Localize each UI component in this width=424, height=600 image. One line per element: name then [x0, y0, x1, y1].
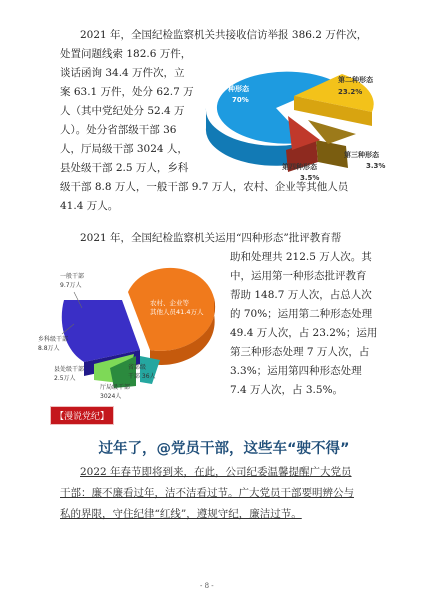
para1-line-3: 谈话函询 34.4 万件次，立 — [60, 67, 185, 79]
body2-line-1: 2022 年春节即将到来，在此，公司纪委温馨提醒广大党员 — [80, 466, 352, 478]
pie2-label-township: 乡科级干部 8.8万人 — [38, 336, 69, 352]
pie2-label-county: 县处级干部 2.5万人 — [54, 366, 85, 382]
page-number: - 8 - — [200, 582, 214, 590]
para2-line-7: 第三种形态处理 7 万人次，占 — [230, 346, 370, 358]
para1-line-7: 人，厅局级干部 3024 人， — [60, 143, 188, 155]
para2-line-4: 帮助 148.7 万人次，占总人次 — [230, 289, 372, 301]
para1-line-9: 级干部 8.8 万人，一般干部 9.7 万人，农村、企业等其他人员 — [60, 181, 349, 193]
para2-line-5: 的 70%；运用第二种形态处理 — [230, 308, 373, 320]
para2-line-6: 49.4 万人次，占 23.2%；运用 — [230, 327, 378, 339]
pie2-label-bureau: 厅局级干部 3024人 — [100, 384, 131, 400]
para1-line-4: 案 63.1 万件，处分 62.7 万 — [60, 86, 194, 98]
pie2-label-province: 省部级 干部 36人 — [128, 364, 156, 380]
pie2-label-rural: 农村、企业等 其他人员41.4万人 — [150, 299, 204, 316]
pie-pct-1: 70% — [232, 96, 249, 104]
para2-line-3: 中，运用第一种形态批评教育 — [230, 270, 367, 282]
para2-line-9: 7.4 万人次，占 3.5%。 — [230, 384, 344, 396]
para1-line-5: 人（其中党纪处分 52.4 万 — [60, 105, 185, 117]
pie-label-3: 第三种形态 — [344, 151, 379, 159]
pie-pct-4: 3.5% — [300, 174, 320, 182]
para2-line-8: 3.3%；运用第四种形态处理 — [230, 365, 362, 377]
body2-line-3: 私的界限，守住纪律“红线”，遵规守纪，廉洁过节。 — [60, 508, 302, 520]
para2-line-1: 2021 年，全国纪检监察机关运用“四种形态”批评教育帮 — [80, 232, 342, 244]
para1-line-1: 2021 年，全国纪检监察机关共接收信访举报 386.2 万件次， — [80, 29, 368, 41]
para1-line-8: 县处级干部 2.5 万人，乡科 — [60, 162, 189, 174]
section-tag: 【漫说党纪】 — [50, 406, 114, 425]
para1-line-10: 41.4 万人。 — [60, 200, 119, 212]
pie-label-4: 第四种形态 — [282, 163, 317, 171]
para1-line-6: 人）。处分省部级干部 36 — [60, 124, 177, 136]
pie-label-1: 第一种形态 — [214, 85, 249, 93]
para2-line-2: 助和处理共 212.5 万人次。其 — [230, 251, 372, 263]
pie-pct-2: 23.2% — [338, 88, 363, 96]
body2-line-2: 干部：廉不廉看过年，洁不洁看过节。广大党员干部要明辨公与 — [60, 487, 354, 499]
pie-label-2: 第二种形态 — [338, 76, 373, 84]
article-headline: 过年了，@党员干部，这些车“驶不得” — [98, 441, 350, 457]
pie-pct-3: 3.3% — [366, 162, 386, 170]
para1-line-2: 处置问题线索 182.6 万件， — [60, 48, 192, 60]
pie2-label-general: 一般干部 9.7万人 — [60, 273, 85, 289]
